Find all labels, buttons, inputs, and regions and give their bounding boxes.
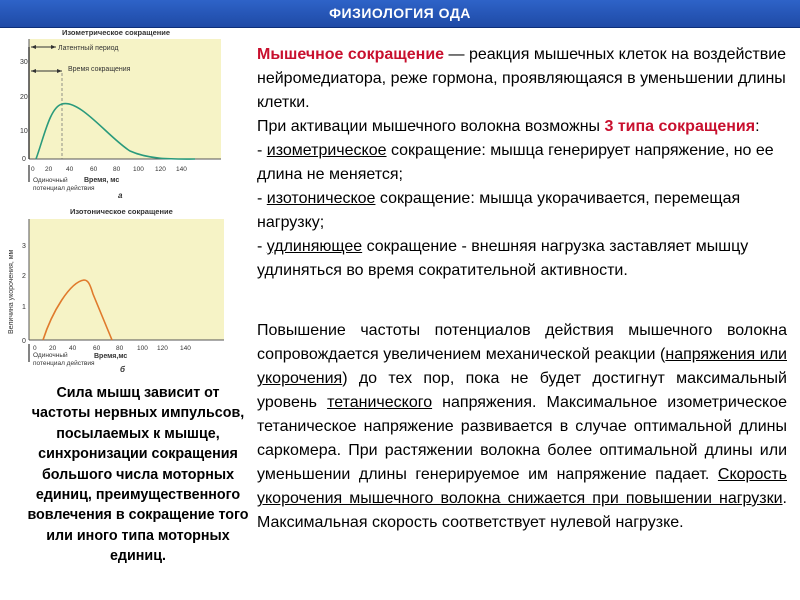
slide-header <box>0 0 800 28</box>
y-tick: 20 <box>20 94 28 101</box>
body-text: ) до тех пор, пока не будет достигнут максимальный уровень <box>257 370 787 411</box>
definition-paragraph <box>257 43 787 115</box>
body-text: Повышение частоты потенциалов действия мышечного волокна сопровождается увеличением механической реакции ( <box>257 322 787 363</box>
x-tick: 0 <box>33 345 37 352</box>
isometric-term: изометрическое <box>266 142 387 159</box>
isometric-chart <box>0 27 245 202</box>
isometric-plot-area <box>29 39 221 159</box>
isotonic-y-label: Величина укорочения, мм <box>8 249 15 334</box>
y-tick: 3 <box>22 243 26 250</box>
figure-letter: а <box>118 191 123 200</box>
types-highlight: 3 типа сокращения <box>604 118 756 135</box>
isotonic-x-label: Время,мс <box>94 353 128 360</box>
types-paragraph <box>257 115 787 139</box>
intro-text <box>257 43 787 283</box>
action-potential-label: Одиночный <box>33 177 68 184</box>
types-suffix: : <box>755 118 760 135</box>
type-isometric <box>257 139 787 187</box>
body-underline: Скорость укорочения мышечного волокна снижается при повышении нагрузки <box>257 466 787 507</box>
x-tick: 0 <box>31 166 35 173</box>
isotonic-chart <box>0 204 245 374</box>
x-tick: 100 <box>133 166 144 173</box>
y-tick: 1 <box>22 304 26 311</box>
x-tick: 140 <box>180 345 191 352</box>
x-tick: 80 <box>116 345 124 352</box>
tetanus-paragraph <box>257 319 787 535</box>
y-tick: 0 <box>22 338 26 345</box>
x-tick: 120 <box>157 345 168 352</box>
x-tick: 40 <box>69 345 77 352</box>
types-prefix: При активации мышечного волокна возможны <box>257 118 605 135</box>
isotonic-figure <box>0 204 245 374</box>
body-text: . Максимальная скорость соответствует нулевой нагрузке. <box>257 490 787 531</box>
x-tick: 100 <box>137 345 148 352</box>
body-underline: тетанического <box>327 394 433 411</box>
type-lengthening <box>257 235 787 283</box>
slide-title: ФИЗИОЛОГИЯ ОДА <box>329 5 471 21</box>
isometric-figure <box>0 27 245 202</box>
definition-text: — реакция мышечных клеток на воздействие нейромедиатора, реже гормона, проявляющаяся в уменьшении длины клетки. <box>257 46 787 111</box>
action-potential-label: потенциал действия <box>33 360 95 367</box>
contraction-time-label: Время сокращения <box>68 66 131 73</box>
x-tick: 140 <box>176 166 187 173</box>
isotonic-term: изотоническое <box>266 190 376 207</box>
x-tick: 120 <box>155 166 166 173</box>
lengthening-term: удлиняющее <box>266 238 363 255</box>
x-tick: 80 <box>113 166 121 173</box>
x-tick: 60 <box>93 345 101 352</box>
x-tick: 20 <box>45 166 53 173</box>
isotonic-chart-title: Изотоническое сокращение <box>70 207 173 216</box>
list-dash: - <box>257 238 267 255</box>
latent-period-label: Латентный период <box>58 45 119 52</box>
muscle-contraction-term: Мышечное сокращение <box>257 46 445 63</box>
figure-letter: б <box>120 365 125 374</box>
isometric-text: сокращение: мышца генерирует напряжение, но ее длина не меняется; <box>257 142 774 183</box>
lengthening-text: сокращение - внешняя нагрузка заставляет мышцу удлиняться во время сократительной активности. <box>257 238 749 279</box>
tetanus-text <box>257 319 787 535</box>
isometric-x-label: Время, мс <box>84 177 120 184</box>
body-text: напряжения. Максимальное изометрическое тетаническое напряжение развивается в случае оптимальной длины саркомера. При растяжении волокна более оптимальной длины или уменьшении длины генерируемое им напряжение падает. <box>257 394 788 483</box>
x-tick: 40 <box>66 166 74 173</box>
list-dash: - <box>257 142 267 159</box>
type-isotonic <box>257 187 787 235</box>
isotonic-text: сокращение: мышца укорачивается, перемещая нагрузку; <box>257 190 741 231</box>
x-tick: 20 <box>49 345 57 352</box>
y-tick: 30 <box>20 59 28 66</box>
body-underline: напряжения или укорочения <box>257 346 787 387</box>
action-potential-label: Одиночный <box>33 352 68 359</box>
isotonic-plot-area <box>29 219 224 340</box>
y-tick: 2 <box>22 273 26 280</box>
isometric-chart-title: Изометрическое сокращение <box>62 28 171 37</box>
action-potential-label: потенциал действия <box>33 185 95 192</box>
y-tick: 0 <box>22 156 26 163</box>
x-tick: 60 <box>90 166 98 173</box>
muscle-strength-note: Сила мышц зависит от частоты нервных импульсов, посылаемых к мышце, синхронизации сокращения большого числа моторных единиц, преимущественного вовлечения в сокращение того или иного типа моторных единиц. <box>27 385 249 565</box>
list-dash: - <box>257 190 267 207</box>
y-tick: 10 <box>20 128 28 135</box>
